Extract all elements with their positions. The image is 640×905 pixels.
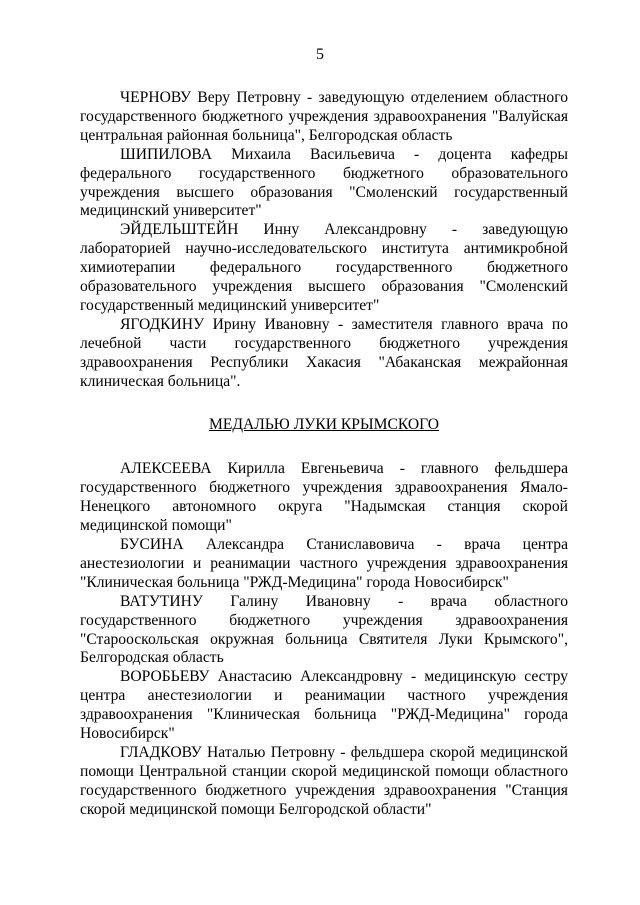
award-entry-chernova: ЧЕРНОВУ Веру Петровну - заведующую отделением областного государственного бюджетного учреждения здравоохранения "Валуйская центральная районная больница", Белгородская область bbox=[80, 89, 568, 144]
page-number: 5 bbox=[316, 46, 324, 63]
award-entry-busin: БУСИНА Александра Станиславовича - врача центра анестезиологии и реанимации частного учреждения здравоохранения "Клиническая больница "РЖД-Медицина" города Новосибирск" bbox=[80, 536, 568, 591]
award-entry-gladkova: ГЛАДКОВУ Наталью Петровну - фельдшера скорой медицинской помощи Центральной станции скорой медицинской помощи областного государственного бюджетного учреждения здравоохранения "Станция скорой медицинской помощи Белгородской области" bbox=[80, 744, 568, 818]
award-entry-vatutina: ВАТУТИНУ Галину Ивановну - врача областного государственного бюджетного учреждения здравоохранения "Старооскольская окружная больница Святителя Луки Крымского", Белгородская область bbox=[80, 592, 568, 667]
section-title-medal: МЕДАЛЬЮ ЛУКИ КРЫМСКОГО bbox=[208, 415, 440, 433]
award-entry-shipilov: ШИПИЛОВА Михаила Васильевича - доцента кафедры федерального государственного бюджетного образовательного учреждения высшего образования "Смоленский государственный медицинский университет" bbox=[80, 145, 568, 220]
award-entry-alekseev: АЛЕКСЕЕВА Кирилла Евгеньевича - главного фельдшера государственного бюджетного учреждения здравоохранения Ямало-Ненецкого автономного округа "Надымская станция скорой медицинской помощи" bbox=[80, 460, 568, 535]
document-body bbox=[80, 89, 568, 820]
award-entry-vorobyeva: ВОРОБЬЕВУ Анастасию Александровну - медицинскую сестру центра анестезиологии и реанимации частного учреждения здравоохранения "Клиническая больница "РЖД-Медицина" города Новосибирск" bbox=[80, 668, 568, 743]
award-entry-eidelshtein: ЭЙДЕЛЬШТЕЙН Инну Александровну - заведующую лабораторией научно-исследовательского института антимикробной химиотерапии федерального государственного бюджетного образовательного учреждения высшего образования "Смоленский государственный медицинский университет" bbox=[80, 221, 568, 314]
award-entry-yagodkina: ЯГОДКИНУ Ирину Ивановну - заместителя главного врача по лечебной части государственного бюджетного учреждения здравоохранения Республики Хакасия "Абаканская межрайонная клиническая больница". bbox=[80, 315, 568, 390]
